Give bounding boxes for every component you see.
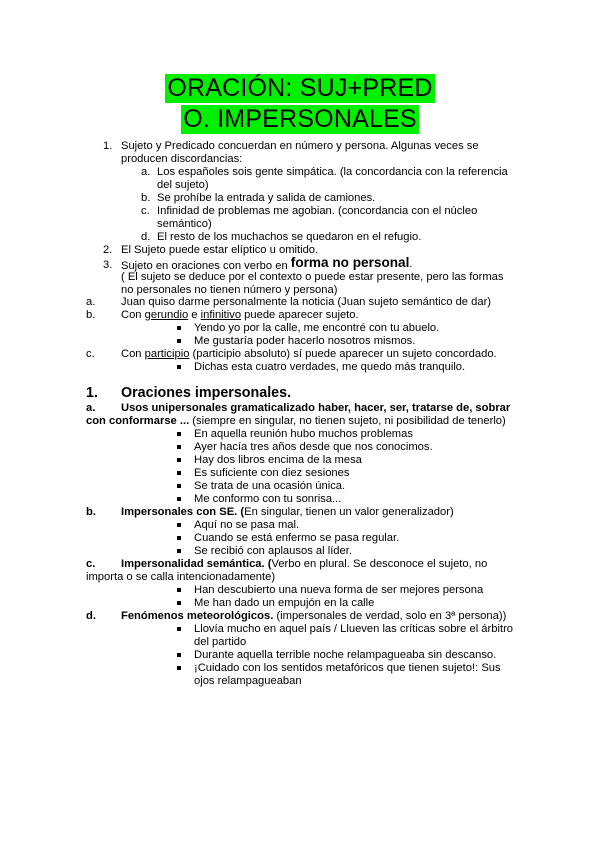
section-a-bullet: Hay dos libros encima de la mesa: [194, 454, 362, 466]
bullet-square: [177, 653, 181, 657]
bullet-square: [177, 549, 181, 553]
item3-letter-c: c.: [86, 348, 95, 360]
list-item-3-pre: Sujeto en oraciones con verbo en: [121, 260, 291, 272]
list-item-3-line-2: ( El sujeto se deduce por el contexto o puede estar presente, pero las formas: [121, 271, 504, 283]
item3-c-participio: participio: [144, 348, 190, 360]
list-item-3-post: .: [409, 258, 413, 270]
section-d-bullet-2: Durante aquella terrible noche relampagueaba sin descanso.: [194, 649, 497, 661]
bullet-square: [177, 365, 181, 369]
bullet-square: [177, 497, 181, 501]
list-item-3-bold: forma no personal: [290, 255, 410, 270]
section-c-bold: Impersonalidad semántica. (: [121, 558, 272, 570]
title-line-1-wrap: [0, 74, 600, 103]
section-a-bold-line-2: con conformarse ...: [86, 415, 190, 427]
item3-letter-b: b.: [86, 309, 96, 321]
item3-b-mid: e: [188, 309, 201, 321]
section-a-bullet: En aquella reunión hubo muchos problemas: [194, 428, 413, 440]
bullet-square: [177, 458, 181, 462]
section-d-line-1: [121, 610, 506, 623]
title-line-2: O. IMPERSONALES: [183, 105, 417, 133]
sublist-letter-a: a.: [141, 166, 151, 178]
section-a-bullet: Se trata de una ocasión única.: [194, 480, 346, 492]
section-letter-d: d.: [86, 610, 96, 622]
list-number-1: 1.: [103, 140, 113, 152]
section-a-rest: (siempre en singular, no tienen sujeto, ni posibilidad de tenerlo): [189, 415, 506, 427]
section-b-rest: En singular, tienen un valor generalizador): [244, 506, 454, 518]
item3-b-infinitivo: infinitivo: [200, 309, 242, 321]
section-d-rest: (impersonales de verdad, solo en 3ª persona)): [273, 610, 507, 622]
section-c-rest: Verbo en plural. Se desconoce el sujeto, no: [271, 558, 488, 570]
bullet-square: [177, 588, 181, 592]
sublist-letter-d: d.: [141, 231, 151, 243]
section-d-bullet-3-line-2: ojos relampagueaban: [194, 675, 302, 687]
sublist-b-line-1: Se prohíbe la entrada y salida de camiones.: [157, 192, 376, 204]
section-c-line-2: importa o se calla intencionadamente): [86, 571, 276, 583]
bullet-square: [177, 666, 181, 670]
bullet-square: [177, 471, 181, 475]
list-item-1-line-2: producen discordancias:: [121, 153, 243, 165]
section-d-bullet-1-line-2: del partido: [194, 636, 247, 648]
section-a-bullet: Ayer hacía tres años desde que nos conocimos.: [194, 441, 433, 453]
section-d-bullet-3-line-1: ¡Cuidado con los sentidos metafóricos que tienen sujeto!: Sus: [194, 662, 501, 674]
section-b-bullet: Cuando se está enfermo se pasa regular.: [194, 532, 400, 544]
bullet-square: [177, 601, 181, 605]
item3-b-text: [121, 309, 359, 322]
item3-b-bullet-2: Me gustaría poder hacerlo nosotros mismos.: [194, 335, 416, 347]
section-c-bullet: Me han dado un empujón en la calle: [194, 597, 375, 609]
section-b-line-1: [121, 506, 454, 519]
section-b-bullet: Aquí no se pasa mal.: [194, 519, 300, 531]
list-item-1-line-1: Sujeto y Predicado concuerdan en número y persona. Algunas veces se: [121, 140, 479, 152]
section-a-bullet: Es suficiente con diez sesiones: [194, 467, 350, 479]
sublist-letter-b: b.: [141, 192, 151, 204]
bullet-square: [177, 445, 181, 449]
item3-letter-a: a.: [86, 296, 96, 308]
item3-c-post: (participio absoluto) sí puede aparecer un sujeto concordado.: [189, 348, 497, 360]
bullet-square: [177, 339, 181, 343]
section-d-bold: Fenómenos meteorológicos.: [121, 610, 274, 622]
section-a-line-2: [86, 415, 506, 428]
item3-b-bullet-1: Yendo yo por la calle, me encontré con tu abuelo.: [194, 322, 440, 334]
section-d-bullet-1-line-1: Llovía mucho en aquel país / Llueven las críticas sobre el árbitro: [194, 623, 514, 635]
sublist-c-line-2: semántico): [157, 218, 212, 230]
bullet-square: [177, 484, 181, 488]
sublist-letter-c: c.: [141, 205, 150, 217]
list-item-3-line-1: [121, 256, 413, 271]
section-c-line-1: [121, 558, 487, 571]
section-a-bullet: Me conformo con tu sonrisa...: [194, 493, 342, 505]
list-item-3-line-3: no personales no tienen número y persona): [121, 284, 338, 296]
section-number: 1.: [86, 385, 98, 401]
item3-b-gerundio: gerundio: [144, 309, 189, 321]
item3-c-text: [121, 348, 497, 361]
item3-a-text: Juan quiso darme personalmente la noticia (Juan sujeto semántico de dar): [121, 296, 492, 308]
bullet-square: [177, 432, 181, 436]
sublist-d-line-1: El resto de los muchachos se quedaron en el refugio.: [157, 231, 422, 243]
section-b-bold: Impersonales con SE. (: [121, 506, 245, 518]
list-number-3: 3.: [103, 259, 113, 271]
list-number-2: 2.: [103, 244, 113, 256]
section-c-bullet: Han descubierto una nueva forma de ser mejores persona: [194, 584, 484, 596]
item3-b-pre: Con: [121, 309, 145, 321]
section-letter-a: a.: [86, 402, 96, 414]
item3-c-pre: Con: [121, 348, 145, 360]
section-letter-c: c.: [86, 558, 96, 570]
title-line-1: ORACIÓN: SUJ+PRED: [167, 74, 433, 102]
item3-b-post: puede aparecer sujeto.: [241, 309, 359, 321]
sublist-c-line-1: Infinidad de problemas me agobian. (concordancia con el núcleo: [157, 205, 478, 217]
list-item-2: El Sujeto puede estar elíptico u omitido.: [121, 244, 319, 256]
title-line-2-wrap: [0, 105, 600, 134]
sublist-a-line-1: Los españoles sois gente simpática. (la concordancia con la referencia: [157, 166, 508, 178]
section-heading: Oraciones impersonales.: [121, 385, 292, 401]
section-a-bold-line-1: Usos unipersonales gramaticalizado haber, hacer, ser, tratarse de, sobrar: [121, 402, 511, 414]
bullet-square: [177, 326, 181, 330]
bullet-square: [177, 536, 181, 540]
section-letter-b: b.: [86, 506, 96, 518]
bullet-square: [177, 627, 181, 631]
sublist-a-line-2: del sujeto): [157, 179, 209, 191]
bullet-square: [177, 523, 181, 527]
section-b-bullet: Se recibió con aplausos al líder.: [194, 545, 352, 557]
item3-c-bullet-1: Dichas esta cuatro verdades, me quedo más tranquilo.: [194, 361, 466, 373]
